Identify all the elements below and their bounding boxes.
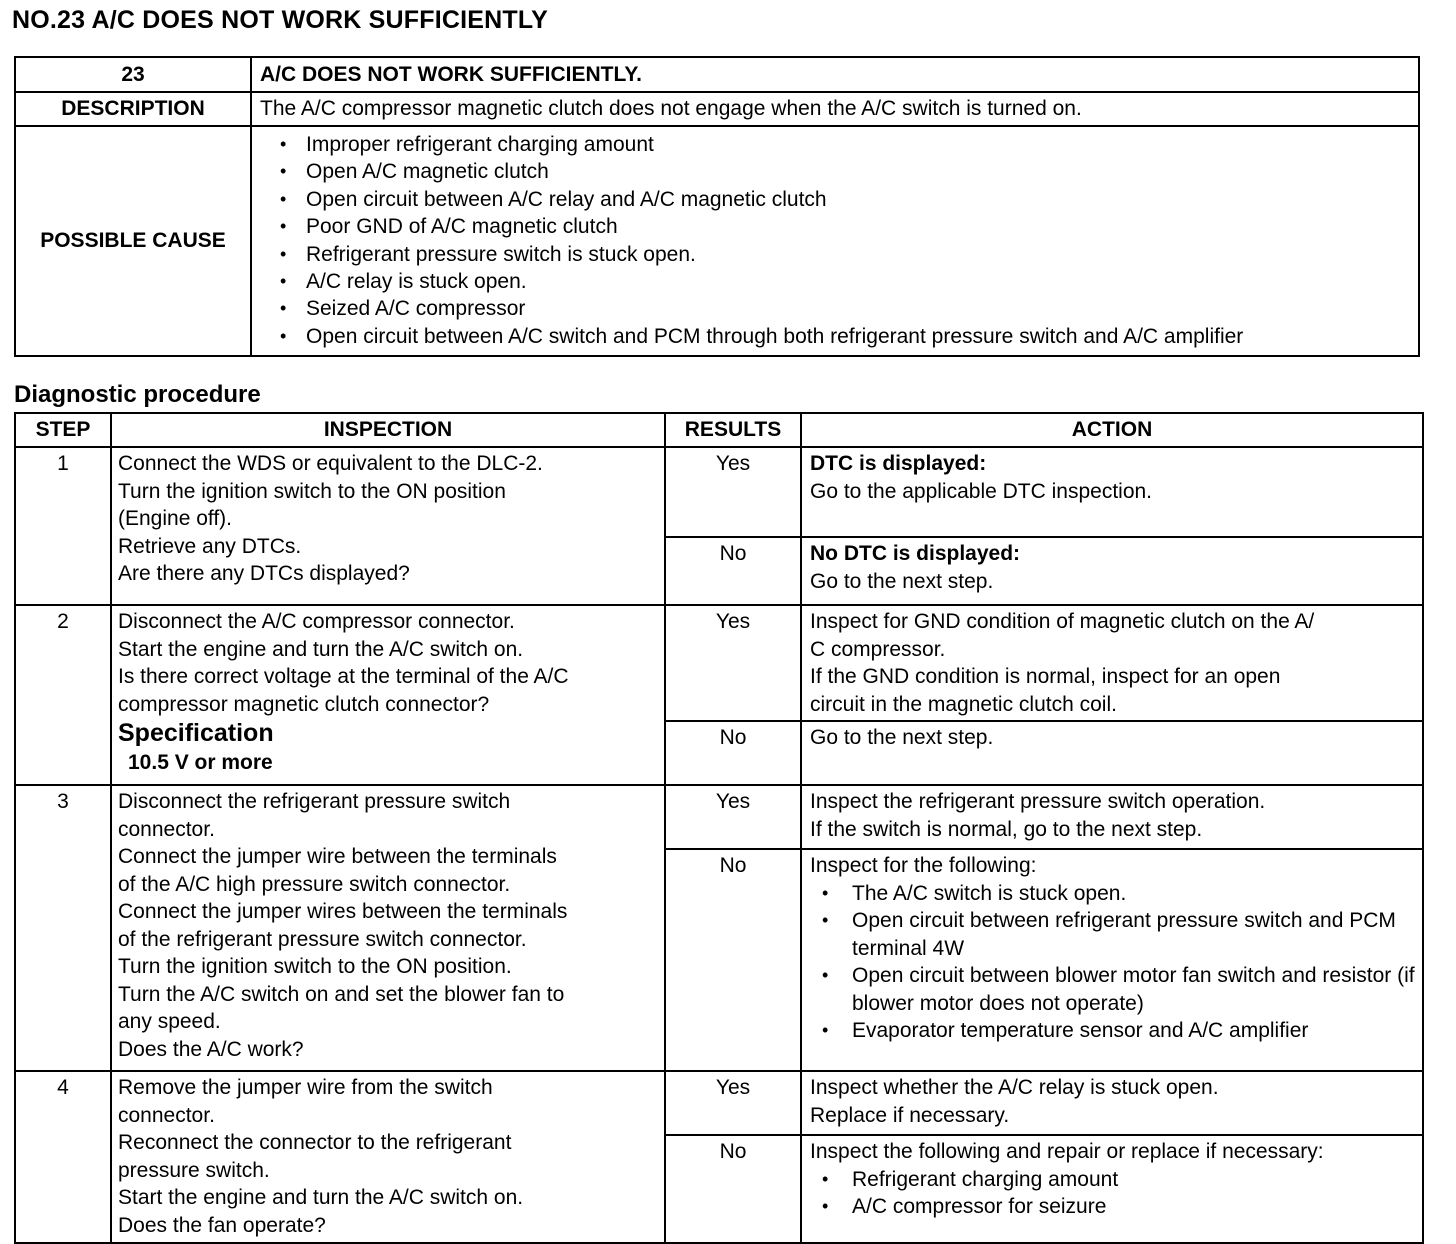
step-1-yes-action (801, 447, 1423, 537)
cause-item: • Open circuit between A/C switch and PCM through both refrigerant pressure switch and A/C amplifier (280, 323, 1418, 350)
step-2-yes-row (15, 605, 1423, 721)
step-3-yes-action (801, 785, 1423, 849)
cause-item: • Open circuit between A/C relay and A/C magnetic clutch (280, 186, 1418, 213)
step-1-inspection (111, 447, 665, 605)
inspection-line: Connect the jumper wires between the terminals (118, 900, 568, 923)
step-number: 2 (15, 605, 111, 785)
cause-item: • Improper refrigerant charging amount (280, 131, 1418, 158)
inspection-line: Disconnect the refrigerant pressure switch (118, 790, 511, 813)
step-number: 3 (15, 785, 111, 1071)
action-line: Go to the applicable DTC inspection. (810, 479, 1153, 503)
action-list-item: • Open circuit between refrigerant pressure switch and PCM terminal 4W (820, 907, 1416, 962)
description-value: The A/C compressor magnetic clutch does not engage when the A/C switch is turned on. (251, 92, 1419, 126)
cause-item: • Poor GND of A/C magnetic clutch (280, 213, 1418, 240)
step-3-yes-row (15, 785, 1423, 849)
step-number: 4 (15, 1071, 111, 1243)
inspection-line: (Engine off). (118, 507, 233, 530)
action-list-item: • Open circuit between blower motor fan switch and resistor (if blower motor does not operate) (820, 962, 1416, 1017)
action-line: C compressor. (810, 637, 946, 661)
step-3-no-action (801, 849, 1423, 1071)
action-line: If the switch is normal, go to the next step. (810, 817, 1203, 841)
cause-item: • Seized A/C compressor (280, 295, 1418, 322)
step-4-yes-action (801, 1071, 1423, 1135)
possible-cause-list-cell (251, 126, 1419, 356)
step-number: 1 (15, 447, 111, 605)
summary-row-id (15, 57, 1419, 92)
action-list-item: • Refrigerant charging amount (820, 1166, 1416, 1194)
step-4-no-action (801, 1135, 1423, 1243)
inspection-line: Start the engine and turn the A/C switch on. (118, 637, 524, 661)
step-2-yes-action (801, 605, 1423, 721)
action-line: Inspect whether the A/C relay is stuck open. (810, 1076, 1219, 1099)
inspection-line: Reconnect the connector to the refrigerant (118, 1131, 512, 1154)
action-line: Go to the next step. (810, 726, 994, 749)
action-line: If the GND condition is normal, inspect for an open (810, 665, 1281, 688)
summary-row-cause (15, 126, 1419, 356)
specification-label: Specification (118, 719, 274, 747)
action-list-item: • The A/C switch is stuck open. (820, 880, 1416, 908)
inspection-line: Are there any DTCs displayed? (118, 562, 410, 585)
action-heading: No DTC is displayed: (810, 542, 1021, 565)
action-line: circuit in the magnetic clutch coil. (810, 692, 1117, 716)
inspection-line: Start the engine and turn the A/C switch on. (118, 1186, 524, 1209)
action-list-item: • A/C compressor for seizure (820, 1193, 1416, 1221)
inspection-line: any speed. (118, 1010, 221, 1033)
inspection-line: pressure switch. (118, 1158, 270, 1182)
cause-item: • A/C relay is stuck open. (280, 268, 1418, 295)
header-step: STEP (15, 413, 111, 447)
result-no: No (665, 721, 801, 785)
action-list-item: • Evaporator temperature sensor and A/C amplifier (820, 1017, 1416, 1045)
header-action: ACTION (801, 413, 1423, 447)
possible-cause-list (260, 131, 1418, 350)
cause-item: • Refrigerant pressure switch is stuck open. (280, 241, 1418, 268)
step-2-no-action (801, 721, 1423, 785)
cause-item: • Open A/C magnetic clutch (280, 158, 1418, 185)
result-yes: Yes (665, 605, 801, 721)
step-1-no-action (801, 537, 1423, 605)
step-1-yes-row (15, 447, 1423, 537)
inspection-line: Retrieve any DTCs. (118, 534, 302, 558)
header-results: RESULTS (665, 413, 801, 447)
diagnostic-table (14, 412, 1424, 1244)
inspection-line: of the refrigerant pressure switch connector. (118, 927, 527, 951)
action-heading: DTC is displayed: (810, 452, 987, 475)
step-3-inspection (111, 785, 665, 1071)
diagnostic-header-row (15, 413, 1423, 447)
inspection-line: Connect the WDS or equivalent to the DLC-2. (118, 452, 543, 475)
action-list (810, 1166, 1416, 1221)
action-line: Go to the next step. (810, 569, 994, 593)
step-2-inspection (111, 605, 665, 785)
result-no: No (665, 1135, 801, 1243)
diagnostic-heading: Diagnostic procedure (14, 381, 261, 408)
inspection-line: Does the fan operate? (118, 1213, 326, 1237)
inspection-line: Does the A/C work? (118, 1037, 304, 1061)
description-label: DESCRIPTION (15, 92, 251, 126)
summary-table (14, 56, 1420, 357)
action-line: Inspect the refrigerant pressure switch operation. (810, 790, 1266, 813)
inspection-line: Connect the jumper wire between the terminals (118, 845, 557, 868)
inspection-line: compressor magnetic clutch connector? (118, 692, 490, 716)
action-line: Inspect for GND condition of magnetic clutch on the A/ (810, 610, 1315, 633)
inspection-line: Turn the ignition switch to the ON position. (118, 955, 512, 978)
inspection-line: Turn the A/C switch on and set the blower fan to (118, 982, 565, 1006)
step-4-inspection (111, 1071, 665, 1243)
action-intro: Inspect the following and repair or replace if necessary: (810, 1140, 1324, 1163)
result-yes: Yes (665, 1071, 801, 1135)
specification-value: 10.5 V or more (128, 751, 273, 774)
possible-cause-label: POSSIBLE CAUSE (15, 126, 251, 356)
action-intro: Inspect for the following: (810, 854, 1037, 877)
inspection-line: of the A/C high pressure switch connector. (118, 872, 511, 896)
trouble-title: A/C DOES NOT WORK SUFFICIENTLY. (251, 57, 1419, 92)
result-no: No (665, 849, 801, 1071)
inspection-line: Is there correct voltage at the terminal of the A/C (118, 665, 569, 688)
action-list (810, 880, 1416, 1045)
inspection-line: connector. (118, 1103, 215, 1127)
trouble-number: 23 (15, 57, 251, 92)
step-4-yes-row (15, 1071, 1423, 1135)
inspection-line: connector. (118, 817, 215, 841)
result-yes: Yes (665, 785, 801, 849)
action-line: Replace if necessary. (810, 1103, 1010, 1127)
result-yes: Yes (665, 447, 801, 537)
inspection-line: Turn the ignition switch to the ON position (118, 479, 506, 503)
result-no: No (665, 537, 801, 605)
inspection-line: Disconnect the A/C compressor connector. (118, 610, 515, 633)
header-inspection: INSPECTION (111, 413, 665, 447)
inspection-line: Remove the jumper wire from the switch (118, 1076, 493, 1099)
summary-row-description (15, 92, 1419, 126)
page-title: NO.23 A/C DOES NOT WORK SUFFICIENTLY (12, 6, 548, 34)
